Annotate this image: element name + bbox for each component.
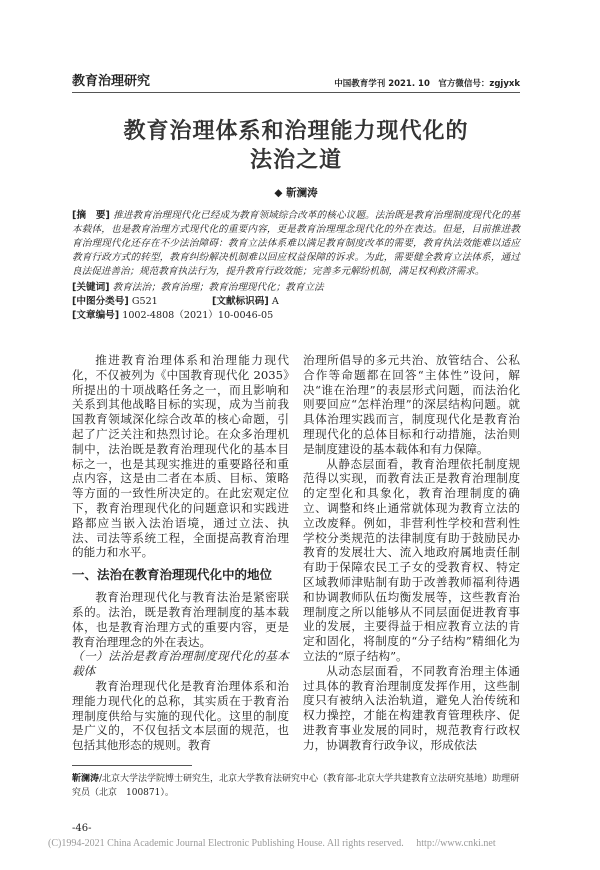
footnote-author-name: 靳澜涛 — [72, 773, 100, 784]
author: ◆ 靳澜涛 — [274, 187, 318, 199]
clc — [72, 295, 198, 309]
paragraph: 从动态层面看，不同教育治理主体通过具体的教育治理制度发挥作用，这些制度只有被纳入法治轨道，避免人治传统和权力操控，才能在构建教育管理秩序、促进教育事业发展的同时，规范教育行政权力，协调教育行政争议，形成依法 — [303, 663, 520, 752]
author-footnote — [72, 772, 520, 800]
title-line-1: 教育治理体系和治理能力现代化的 — [123, 118, 469, 144]
doc-code-label: [文献标识码] — [212, 296, 269, 307]
body-columns — [72, 353, 520, 753]
abstract-text: 推进教育治理现代化已经成为教育领域综合改革的核心议题。法治既是教育治理制度现代化的基本载体，也是教育治理方式现代化的重要内容，更是教育治理理念现代化的外在表达。但是，目前推进教育治理现代化还存在不少法治障碍：教育立法体系难以满足教育制度改革的需要，教育执法效能难以适应教育行政方式的转型，教育纠纷解决机制难以回应权益保障的诉求。为此，需要健全教育立法体系，通过良法促进善治；规范教育执法行为，提升教育行政效能；完善多元解纷机制，满足权利救济需求。 — [72, 210, 520, 277]
footnote-rule — [72, 765, 192, 766]
paragraph: 教育治理现代化与教育法治是紧密联系的。法治，既是教育治理制度的基本载体，也是教育治理方式的重要内容，更是教育治理理念的外在表达。 — [72, 590, 289, 649]
keywords-label: [关键词] — [72, 282, 110, 293]
section-heading: 一、法治在教育治理现代化中的地位 — [72, 567, 273, 583]
paragraph: 教育治理现代化是教育治理体系和治理能力现代化的总称，其实质在于教育治理制度供给与实施的现代化。这里的制度是广义的，不仅包括文本层面的规范，也包括其他形态的规则。教育 — [72, 678, 289, 753]
article-title — [72, 117, 520, 175]
paragraph: 从静态层面看，教育治理依托制度规范得以实现，而教育法正是教育治理制度的定型化和具象化，教育治理制度的确立、调整和终止通常就体现为教育立法的立改废释。例如，非营利性学校和营利性学校分类规范的法律制度有助于鼓励民办教育的发展壮大、流入地政府属地责任制有助于保障农民工子女的受教育权、特定区域教师津贴制有助于改善教师福利待遇和协调教师队伍均衡发展等，这些教育治理制度之所以能够从不同层面促进教育事业的发展，主要得益于相应教育立法的肯定和固化，将制度的“分子结构”精细化为立法的“原子结构”。 — [303, 456, 520, 663]
section-header: 教育治理研究 — [72, 74, 151, 89]
paragraph: 推进教育治理体系和治理能力现代化，不仅被列为《中国教育现代化 2035》所提出的十项战略任务之一，而且影响和关系到其他战略目标的实现，成为当前我国教育领域深化综合改革的核心命题，引起了广泛关注和热烈讨论。在众多治理机制中，法治既是教育治理现代化的基本目标之一，也是其现实推进的重要路径和重点内容，这是由二者在本质、目标、策略等方面的一致性所决定的。在此宏观定位下，教育治理现代化的问题意识和实践进路都应当嵌入法治语境，通过立法、执法、司法等系统工程，全面提高教育治理的能力和水平。 — [72, 353, 289, 560]
left-column — [72, 353, 289, 753]
footnote-text: /北京大学法学院博士研究生，北京大学教育法研究中心（教育部-北京大学共建教育立法研究基地）助理研究员（北京 100871）。 — [72, 773, 520, 798]
page-number: -46- — [72, 822, 92, 834]
abstract — [72, 209, 520, 279]
copyright-notice: (C)1994-2021 China Academic Journal Electronic Publishing House. All rights reserved. http://www.cnki.net — [48, 837, 496, 849]
subsection-heading: （一）法治是教育治理制度现代化的基本载体 — [72, 649, 289, 679]
article-number — [72, 309, 273, 323]
paragraph-continued: 治理所倡导的多元共治、放管结合、公私合作等命题都在回答“主体性”设问，解决“谁在治理”的表层形式问题，而法治化则要回应“怎样治理”的深层结构问题。就具体治理实践而言，制度现代化是教育治理现代化的总体目标和行动措施，法治则是制度建设的基本载体和有力保障。 — [303, 353, 520, 456]
doc-code-value: A — [271, 296, 279, 307]
abstract-label: [摘 要] — [72, 210, 110, 221]
title-line-2: 法治之道 — [249, 147, 342, 173]
journal-info: 中国教育学刊 2021. 10 官方微信号：zgjyxk — [334, 79, 520, 89]
clc-value: G521 — [131, 296, 158, 307]
keywords-text: 教育法治；教育治理；教育治理现代化；教育立法 — [112, 282, 324, 293]
article-number-value: 1002-4808（2021）10-0046-05 — [122, 310, 274, 321]
doc-code — [212, 295, 326, 309]
article-number-label: [文章编号] — [72, 310, 120, 321]
classification-line — [72, 295, 520, 323]
keywords — [72, 281, 520, 295]
right-column — [303, 353, 520, 753]
clc-label: [中图分类号] — [72, 296, 129, 307]
running-header — [72, 70, 520, 93]
